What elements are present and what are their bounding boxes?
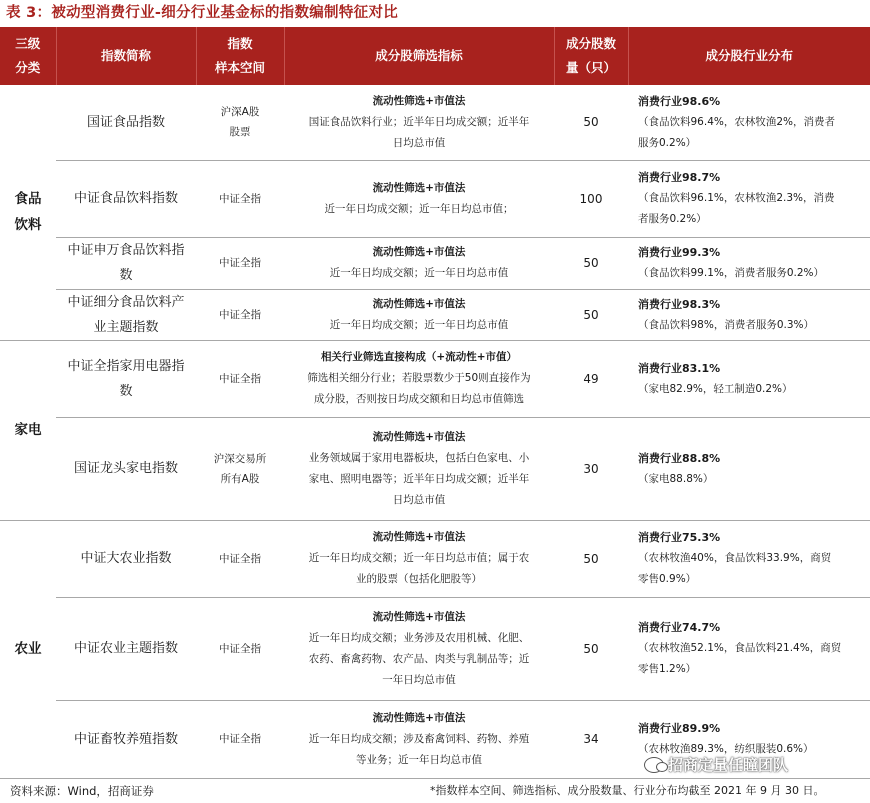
industry-distribution: 消费行业83.1% （家电82.9%，轻工制造0.2%） (628, 340, 870, 417)
table-row (0, 289, 870, 340)
table-row (0, 520, 870, 597)
index-name: 中证食品饮料指数 (56, 160, 196, 237)
date-note: *指数样本空间、筛选指标、成分股数量、行业分布均截至 2021 年 9 月 30 日。 (430, 784, 825, 797)
filter-criteria: 流动性筛选+市值法 近一年日均成交额；业务涉及农用机械、化肥、 农药、畜禽药物、农产品、肉类与乳制品等；近 一年日均总市值 (284, 597, 554, 700)
industry-distribution: 消费行业74.7% （农林牧渔52.1%，食品饮料21.4%，商贸 零售1.2%） (628, 597, 870, 700)
index-name: 中证细分食品饮料产业主题指数 (56, 289, 196, 340)
table-row (0, 160, 870, 237)
constituent-count: 50 (554, 237, 628, 289)
constituent-count: 30 (554, 417, 628, 520)
sample-space: 中证全指 (196, 160, 284, 237)
industry-distribution: 消费行业88.8% （家电88.8%） (628, 417, 870, 520)
header-category: 三级 分类 (0, 27, 56, 85)
index-name: 中证农业主题指数 (56, 597, 196, 700)
header-sample-space: 指数 样本空间 (196, 27, 284, 85)
constituent-count: 34 (583, 732, 599, 747)
industry-distribution: 消费行业99.3% （食品饮料99.1%，消费者服务0.2%） (628, 237, 870, 289)
wechat-icon (644, 757, 664, 773)
table-row (0, 417, 870, 520)
constituent-count: 49 (554, 340, 628, 417)
filter-criteria: 相关行业筛选直接构成（+流动性+市值） 筛选相关细分行业；若股票数少于50则直接作为 成分股，否则按日均成交额和日均总市值筛选 (284, 340, 554, 417)
filter-criteria: 流动性筛选+市值法 近一年日均成交额；近一年日均总市值；属于农 业的股票（包括化肥股等） (284, 520, 554, 597)
category-home-appliance: 家电 (0, 340, 56, 520)
filter-criteria: 流动性筛选+市值法 近一年日均成交额；近一年日均总市值； (284, 160, 554, 237)
sample-space: 中证全指 (196, 597, 284, 700)
index-name: 国证龙头家电指数 (56, 417, 196, 520)
sample-space: 中证全指 (196, 340, 284, 417)
index-name: 国证食品指数 (56, 85, 196, 160)
industry-distribution: 消费行业98.6% （食品饮料96.4%，农林牧渔2%，消费者 服务0.2%） (628, 85, 870, 160)
index-name: 中证畜牧养殖指数 (73, 731, 178, 747)
index-name: 中证申万食品饮料指数 (56, 237, 196, 289)
sample-space: 中证全指 (196, 520, 284, 597)
sample-space: 沪深A股 股票 (196, 85, 284, 160)
constituent-count: 50 (554, 520, 628, 597)
table-row (0, 237, 870, 289)
industry-distribution: 消费行业98.3% （食品饮料98%，消费者服务0.3%） (628, 289, 870, 340)
constituent-count: 50 (554, 289, 628, 340)
watermark (644, 752, 788, 778)
table-row (0, 85, 870, 160)
header-distribution: 成分股行业分布 (628, 27, 870, 85)
table-title: 表 3：被动型消费行业-细分行业基金标的指数编制特征对比 (6, 5, 399, 21)
footer (0, 778, 870, 803)
sample-space: 中证全指 (196, 289, 284, 340)
sample-space: 中证全指 (219, 733, 261, 746)
filter-criteria: 流动性筛选+市值法 近一年日均成交额；近一年日均总市值 (284, 237, 554, 289)
industry-distribution: 消费行业75.3% （农林牧渔40%，食品饮料33.9%，商贸 零售0.9%） (628, 520, 870, 597)
filter-criteria: 流动性筛选+市值法 国证食品饮料行业；近半年日均成交额；近半年 日均总市值 (284, 85, 554, 160)
sample-space: 中证全指 (196, 237, 284, 289)
index-comparison-table (0, 27, 870, 778)
header-count: 成分股数 量（只） (554, 27, 628, 85)
category-food-beverage: 食品 饮料 (0, 85, 56, 340)
header-index-name: 指数简称 (56, 27, 196, 85)
industry-distribution: 消费行业89.9% （农林牧渔89.3%，纺织服装0.6%） (638, 722, 814, 756)
category-agriculture: 农业 (14, 641, 42, 658)
table-row (0, 340, 870, 417)
filter-criteria: 流动性筛选+市值法 业务领域属于家用电器板块，包括白色家电、小 家电、照明电器等；近半年日均成交额；近半年 日均总市值 (284, 417, 554, 520)
header-row (0, 27, 870, 85)
sample-space: 沪深交易所 所有A股 (196, 417, 284, 520)
filter-criteria: 流动性筛选+市值法 近一年日均成交额；涉及畜禽饲料、药物、养殖 等业务；近一年日均总市值 (308, 711, 530, 766)
index-name: 中证大农业指数 (56, 520, 196, 597)
header-filter: 成分股筛选指标 (284, 27, 554, 85)
constituent-count: 50 (554, 597, 628, 700)
filter-criteria: 流动性筛选+市值法 近一年日均成交额；近一年日均总市值 (284, 289, 554, 340)
constituent-count: 100 (554, 160, 628, 237)
source-note: 资料来源：Wind，招商证券 (10, 784, 154, 798)
table-row (0, 597, 870, 700)
industry-distribution: 消费行业98.7% （食品饮料96.1%，农林牧渔2.3%，消费 者服务0.2%） (628, 160, 870, 237)
constituent-count: 50 (554, 85, 628, 160)
index-name: 中证全指家用电器指数 (56, 340, 196, 417)
watermark-text: 招商定量任瞳团队 (668, 756, 789, 774)
